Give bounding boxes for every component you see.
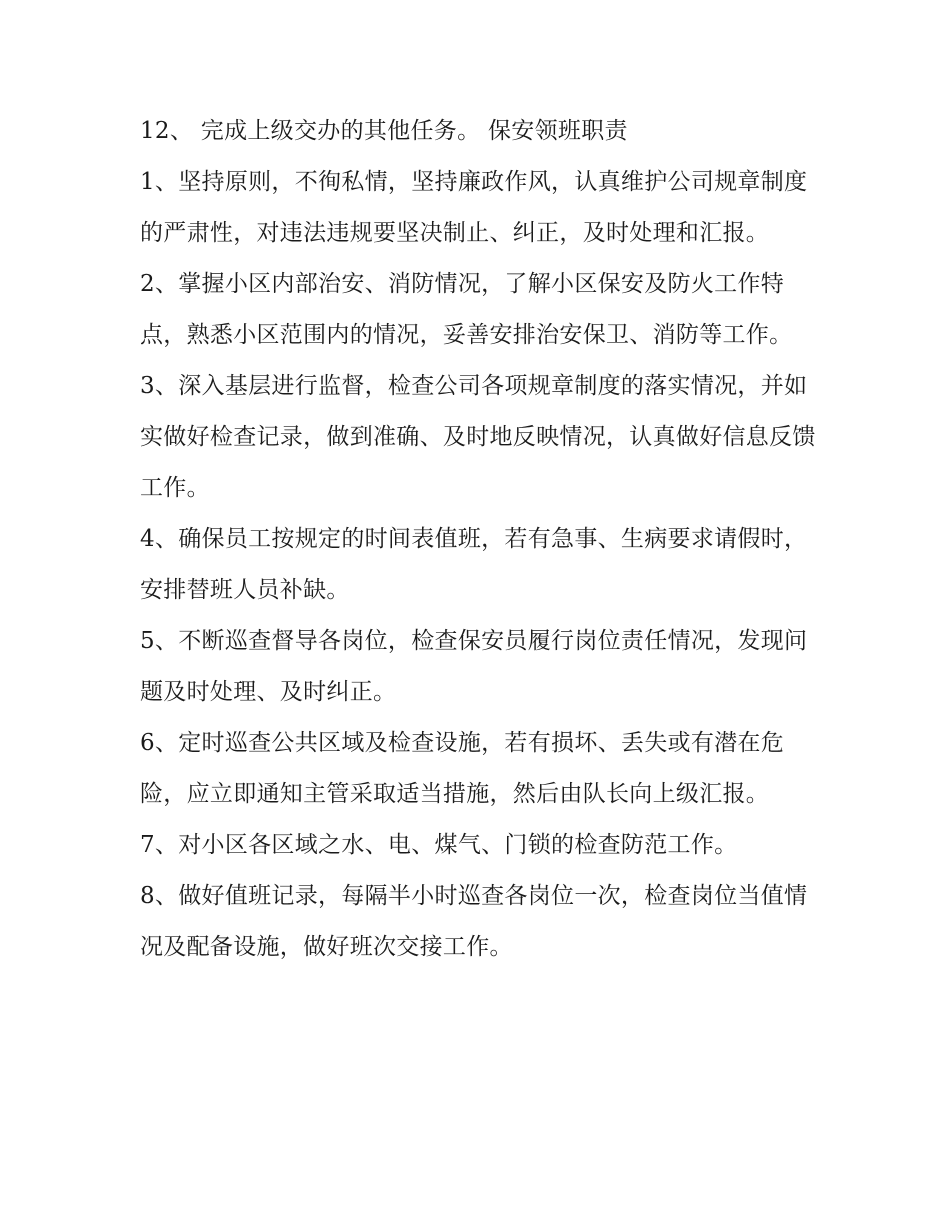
paragraph-item-2: 2、掌握小区内部治安、消防情况，了解小区保安及防火工作特点，熟悉小区范围内的情况，妥善安排治安保卫、消防等工作。 <box>140 271 793 348</box>
paragraph-item-12-and-title: 12、 完成上级交办的其他任务。 保安领班职责 <box>140 118 628 144</box>
paragraph-item-5: 5、不断巡查督导各岗位，检查保安员履行岗位责任情况，发现问题及时处理、及时纠正。 <box>140 628 808 705</box>
document-body <box>140 106 820 973</box>
paragraph-item-3: 3、深入基层进行监督，检查公司各项规章制度的落实情况，并如实做好检查记录，做到准确、及时地反映情况，认真做好信息反馈工作。 <box>140 373 816 501</box>
paragraph-item-7: 7、对小区各区域之水、电、煤气、门锁的检查防范工作。 <box>140 832 738 858</box>
paragraph-item-1: 1、坚持原则，不徇私情，坚持廉政作风，认真维护公司规章制度的严肃性，对违法违规要坚决制止、纠正，及时处理和汇报。 <box>140 169 808 246</box>
paragraph-item-6: 6、定时巡查公共区域及检查设施，若有损坏、丢失或有潜在危险，应立即通知主管采取适当措施，然后由队长向上级汇报。 <box>140 730 785 807</box>
paragraph-item-4: 4、确保员工按规定的时间表值班，若有急事、生病要求请假时，安排替班人员补缺。 <box>140 526 808 603</box>
paragraph-item-8: 8、做好值班记录，每隔半小时巡查各岗位一次，检查岗位当值情况及配备设施，做好班次交接工作。 <box>140 883 808 960</box>
